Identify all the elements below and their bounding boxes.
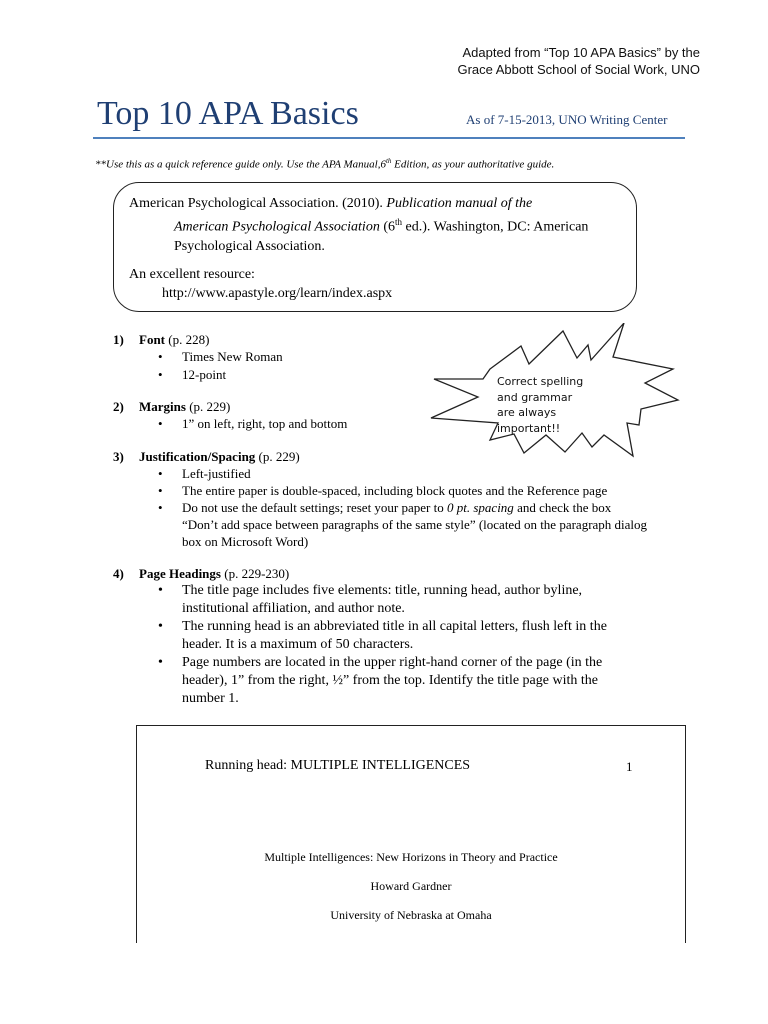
sample-page-number: 1 — [626, 759, 633, 774]
section-margins — [113, 398, 230, 415]
citation-publisher-line: Psychological Association. — [174, 238, 325, 254]
list-item-line: institutional affiliation, and author note. — [182, 601, 405, 616]
spacing-checkbox-label: “Don’t add space between paragraphs of the same style” (located on the paragraph dialog — [182, 517, 648, 532]
list-item — [158, 499, 647, 550]
adaptation-credit-line-2: Grace Abbott School of Social Work, UNO — [457, 62, 700, 77]
callout-line-3: are always — [497, 406, 557, 419]
section-number: 2) — [113, 399, 124, 414]
adaptation-credit — [400, 44, 700, 78]
callout-line-1: Correct spelling — [497, 375, 584, 388]
title-divider — [93, 137, 685, 139]
list-item: • 1” on left, right, top and bottom — [158, 415, 347, 432]
citation-edition-sup: th — [395, 217, 403, 227]
list-item-line: • Page numbers are located in the upper right-hand corner of the page (in the — [182, 655, 603, 670]
section-page-ref: (p. 228) — [165, 332, 210, 347]
list-item: • Times New Roman — [158, 348, 283, 365]
starburst-callout-text — [497, 374, 583, 436]
citation-author-year: American Psychological Association. (2010). — [129, 196, 387, 211]
list-item: • 12-point — [158, 366, 283, 383]
usage-note-sup: th — [385, 157, 392, 165]
revision-date: As of 7-15-2013, UNO Writing Center — [466, 112, 668, 127]
sample-author: Howard Gardner — [370, 879, 452, 893]
usage-note-pre: **Use this as a quick reference guide only. Use the APA Manual,6 — [95, 158, 386, 171]
usage-note — [95, 157, 554, 171]
list-item: • Left-justified — [158, 465, 647, 482]
callout-line-2: and grammar — [497, 390, 573, 404]
section-font — [113, 331, 209, 348]
apa-citation — [129, 194, 629, 256]
section-page-ref: (p. 229-230) — [220, 566, 290, 581]
section-page-ref: (p. 229) — [255, 449, 300, 464]
spacing-location: box on Microsoft Word) — [182, 534, 309, 549]
list-item-line: header. It is a maximum of 50 characters. — [182, 637, 414, 652]
sample-paper-title: Multiple Intelligences: New Horizons in Theory and Practice — [264, 850, 558, 864]
section-number: 4) — [113, 566, 124, 581]
sample-affiliation: University of Nebraska at Omaha — [330, 908, 492, 922]
list-item — [158, 618, 607, 654]
citation-title-part-1: Publication manual of the — [386, 196, 533, 211]
adaptation-credit-line-1: Adapted from “Top 10 APA Basics” by the — [462, 45, 700, 60]
section-title: Justification/Spacing — [139, 449, 256, 464]
section-number: 1) — [113, 332, 124, 347]
resource-link[interactable]: http://www.apastyle.org/learn/index.aspx — [162, 286, 393, 301]
page-headings-bullets — [158, 582, 607, 708]
list-item — [158, 582, 607, 618]
list-item-line: • The title page includes five elements: title, running head, author byline, — [182, 583, 583, 598]
page-title: Top 10 APA Basics — [97, 95, 359, 132]
margins-bullets — [158, 415, 347, 432]
sample-running-head: Running head: MULTIPLE INTELLIGENCES — [205, 758, 471, 773]
resource-label: An excellent resource: — [129, 267, 255, 282]
spacing-instruction: Do not use the default settings; reset your paper to — [182, 500, 447, 515]
spacing-instruction-end: and check the box — [513, 500, 612, 515]
list-item-line: • The running head is an abbreviated title in all capital letters, flush left in the — [182, 619, 607, 634]
citation-title-part-2: American Psychological Association — [174, 219, 380, 235]
justification-bullets — [158, 465, 647, 550]
section-number: 3) — [113, 449, 124, 464]
list-item-line: header), 1” from the right, ½” from the top. Identify the title page with the — [182, 673, 598, 688]
font-bullets — [158, 348, 283, 383]
citation-edition-open: (6 — [379, 219, 395, 235]
section-title: Margins — [139, 399, 186, 414]
list-item-line: number 1. — [182, 691, 239, 706]
callout-line-4: important!! — [497, 421, 561, 435]
section-page-headings — [113, 565, 289, 582]
reference-box — [113, 182, 637, 312]
section-justification — [113, 448, 300, 465]
usage-note-post: Edition, as your authoritative guide. — [391, 158, 555, 171]
list-item — [158, 654, 607, 708]
list-item: • The entire paper is double-spaced, including block quotes and the Reference page — [158, 482, 647, 499]
section-title: Font — [139, 332, 165, 347]
section-title: Page Headings — [139, 566, 221, 581]
spacing-value: 0 pt. spacing — [447, 500, 514, 515]
section-page-ref: (p. 229) — [185, 399, 231, 414]
sample-title-page — [136, 725, 686, 943]
citation-publisher: ed.). Washington, DC: American — [402, 219, 589, 235]
